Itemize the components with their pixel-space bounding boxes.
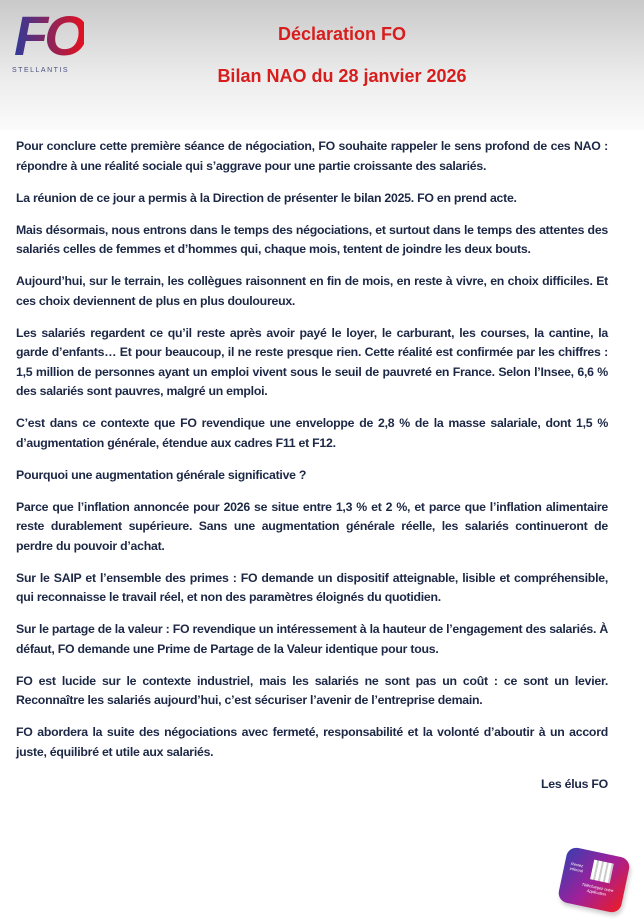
- document-title: Déclaration FO: [277, 24, 407, 44]
- document-header: [0, 0, 644, 130]
- badge-bottom-text: Téléchargez notre Application: [581, 881, 614, 897]
- paragraph: Sur le SAIP et l’ensemble des primes : FO demande un dispositif atteignable, lisible et compréhensible, qui reconnaisse le travail réel, et non des paramètres éloignés du quotidien.: [16, 570, 608, 604]
- app-download-badge[interactable]: [557, 846, 631, 914]
- qr-code-icon: [590, 860, 614, 884]
- logo-text: FO: [14, 4, 84, 67]
- paragraph: FO abordera la suite des négociations avec fermeté, responsabilité et la volonté d’aboutir à un accord juste, équilibré et utile aux salariés.: [16, 725, 608, 759]
- paragraph: Sur le partage de la valeur : FO revendique un intéressement à la hauteur de l’engagement des salariés. À défaut, FO demande une Prime de Partage de la Valeur identique pour tous.: [16, 622, 608, 656]
- badge-left-text: Restez informé: [569, 860, 584, 874]
- paragraph: Aujourd’hui, sur le terrain, les collègues raisonnent en fin de mois, en reste à vivre, en choix difficiles. Et ces choix deviennent de plus en plus douloureux.: [16, 274, 608, 308]
- paragraph: FO est lucide sur le contexte industriel, mais les salariés ne sont pas un coût : ce sont un levier. Reconnaître les salariés aujourd’hui, c’est sécuriser l’avenir de l’entreprise demain.: [16, 673, 608, 707]
- logo-subtext: STELLANTIS: [12, 67, 70, 74]
- paragraph: Mais désormais, nous entrons dans le temps des négociations, et surtout dans le temps des attentes des salariés celles de femmes et d’hommes qui, chaque mois, tentent de joindre les deux bouts.: [16, 222, 608, 256]
- paragraph: Pourquoi une augmentation générale significative ?: [16, 467, 307, 482]
- signature: Les élus FO: [541, 776, 608, 791]
- paragraph: C’est dans ce contexte que FO revendique une enveloppe de 2,8 % de la masse salariale, dont 1,5 % d’augmentation générale, étendue aux cadres F11 et F12.: [16, 416, 608, 450]
- paragraph: Les salariés regardent ce qu’il reste après avoir payé le loyer, le carburant, les courses, la cantine, la garde d’enfants… Et pour beaucoup, il ne reste presque rien. Cette réalité est confirmée par les chiffres : 1,5 million de personnes ayant un emploi vivent sous le seuil de pauvreté en France. Selon l’Insee, 6,6 % des salariés sont pauvres, malgré un emploi.: [16, 325, 608, 398]
- paragraph: Pour conclure cette première séance de négociation, FO souhaite rappeler le sens profond de ces NAO : répondre à une réalité sociale qui s’aggrave pour une partie croissante des salariés.: [16, 139, 608, 173]
- document-subtitle: Bilan NAO du 28 janvier 2026: [217, 66, 467, 86]
- document-body: [16, 137, 608, 807]
- paragraph: La réunion de ce jour a permis à la Direction de présenter le bilan 2025. FO en prend acte.: [16, 190, 517, 205]
- paragraph: Parce que l’inflation annoncée pour 2026 se situe entre 1,3 % et 2 %, et parce que l’inflation alimentaire reste durablement supérieure. Sans une augmentation générale réelle, les salariés continueront de perdre du pouvoir d’achat.: [16, 499, 608, 553]
